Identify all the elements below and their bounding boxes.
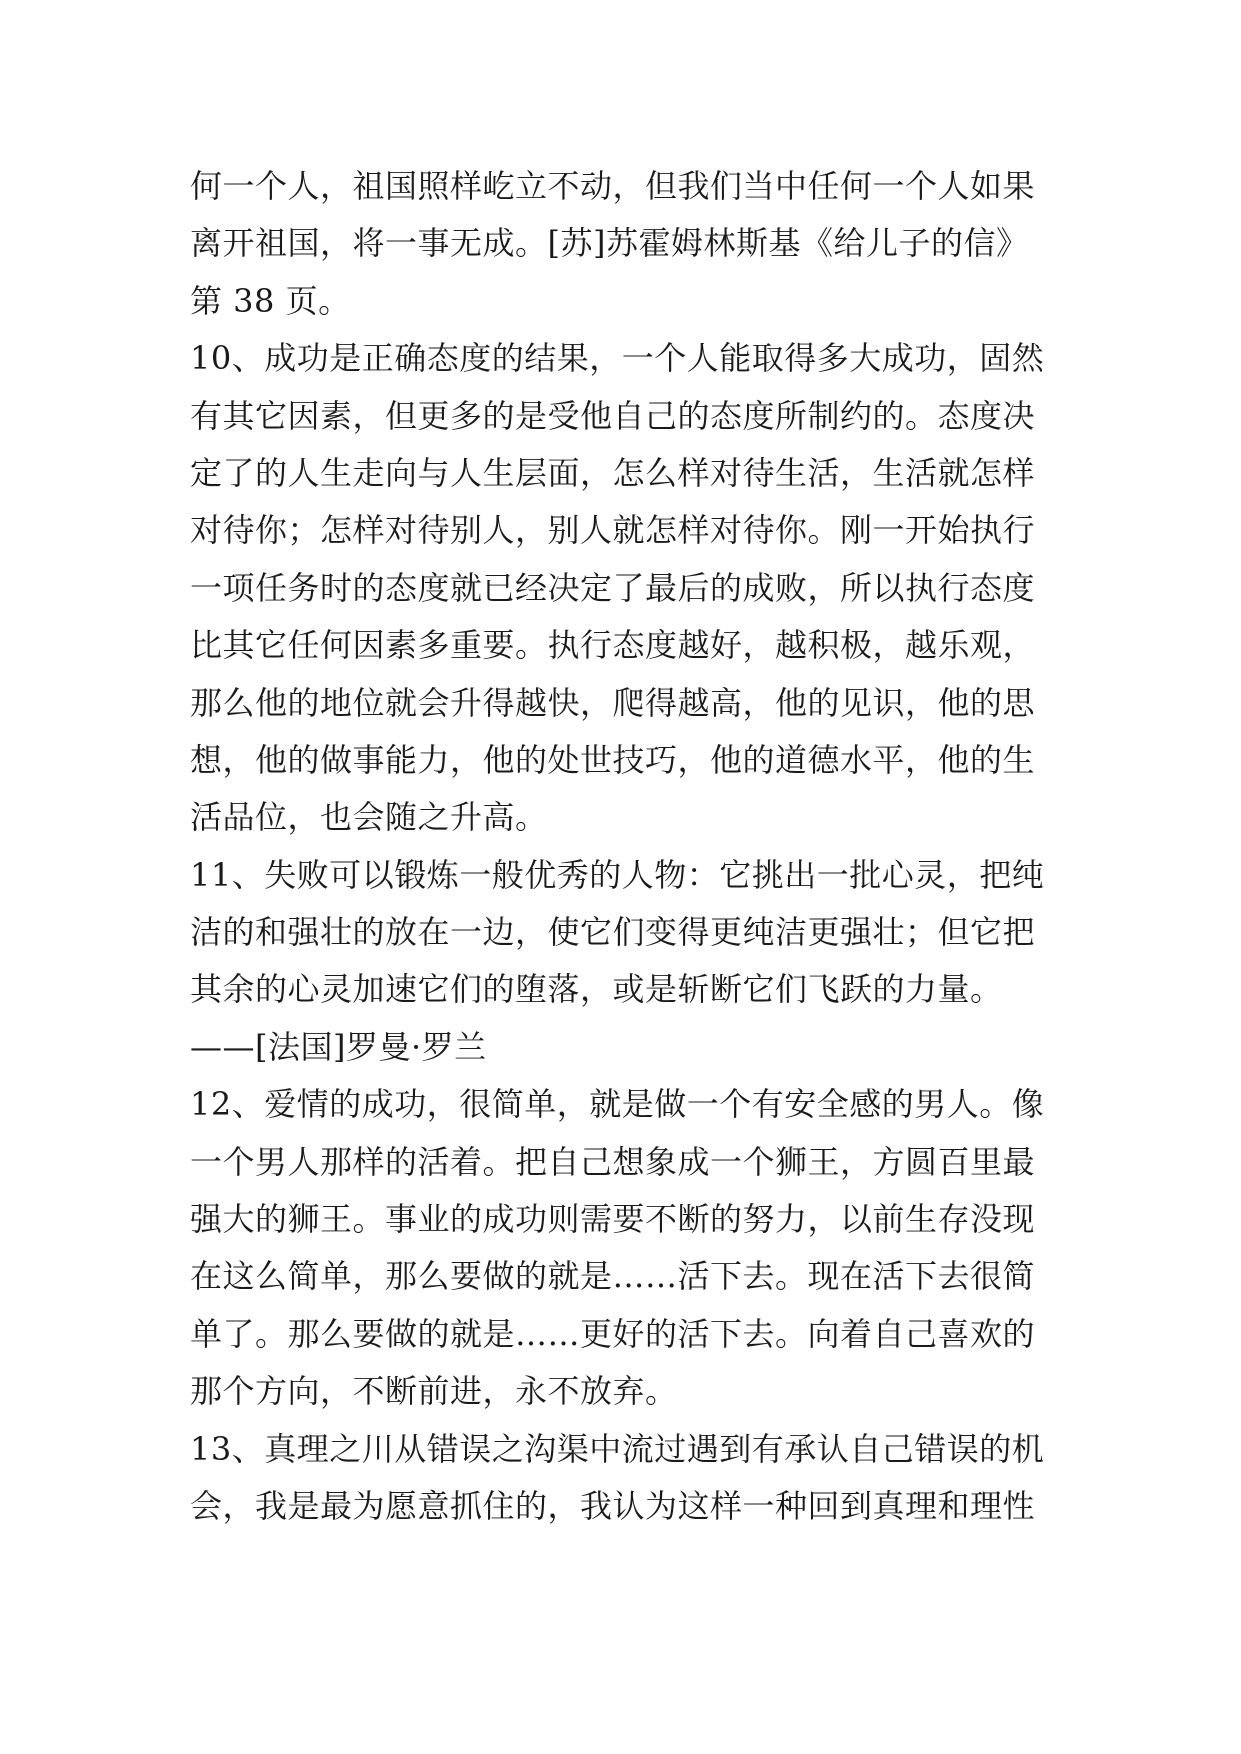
text-line: 想，他的做事能力，他的处世技巧，他的道德水平，他的生 — [190, 740, 1036, 779]
text-line: ——[法国]罗曼·罗兰 — [190, 1027, 487, 1066]
text-line: 一项任务时的态度就已经决定了最后的成败，所以执行态度 — [190, 568, 1036, 607]
text-line: 洁的和强壮的放在一边，使它们变得更纯洁更强壮；但它把 — [190, 913, 1036, 952]
text-line: 强大的狮王。事业的成功则需要不断的努力，以前生存没现 — [190, 1200, 1036, 1239]
body-text — [190, 158, 1060, 1535]
text-line: 活品位，也会随之升高。 — [190, 798, 548, 837]
text-line: 会，我是最为愿意抓住的，我认为这样一种回到真理和理性 — [190, 1486, 1036, 1525]
text-line: 13、真理之川从错误之沟渠中流过遇到有承认自己错误的机 — [190, 1429, 1045, 1468]
text-line: 有其它因素，但更多的是受他自己的态度所制约的。态度决 — [190, 396, 1036, 435]
text-line: 对待你；怎样对待别人，别人就怎样对待你。刚一开始执行 — [190, 511, 1036, 550]
text-line: 12、爱情的成功，很简单，就是做一个有安全感的男人。像 — [190, 1085, 1045, 1124]
text-line: 定了的人生走向与人生层面，怎么样对待生活，生活就怎样 — [190, 453, 1036, 492]
text-line: 那个方向，不断前进，永不放弃。 — [190, 1372, 678, 1411]
text-line: 一个男人那样的活着。把自己想象成一个狮王，方圆百里最 — [190, 1142, 1036, 1181]
text-line: 比其它任何因素多重要。执行态度越好，越积极，越乐观， — [190, 626, 1036, 665]
text-line: 那么他的地位就会升得越快，爬得越高，他的见识，他的思 — [190, 683, 1036, 722]
text-line: 10、成功是正确态度的结果，一个人能取得多大成功，固然 — [190, 339, 1045, 378]
text-line: 第 38 页。 — [190, 281, 351, 320]
text-line: 离开祖国，将一事无成。[苏]苏霍姆林斯基《给儿子的信》 — [190, 224, 1029, 263]
text-line: 其余的心灵加速它们的堕落，或是斩断它们飞跃的力量。 — [190, 970, 1003, 1009]
text-line: 何一个人，祖国照样屹立不动，但我们当中任何一个人如果 — [190, 167, 1036, 205]
text-line: 单了。那么要做的就是……更好的活下去。向着自己喜欢的 — [190, 1314, 1036, 1353]
text-line: 在这么简单，那么要做的就是……活下去。现在活下去很简 — [190, 1257, 1036, 1296]
text-line: 11、失败可以锻炼一般优秀的人物：它挑出一批心灵，把纯 — [190, 855, 1045, 894]
